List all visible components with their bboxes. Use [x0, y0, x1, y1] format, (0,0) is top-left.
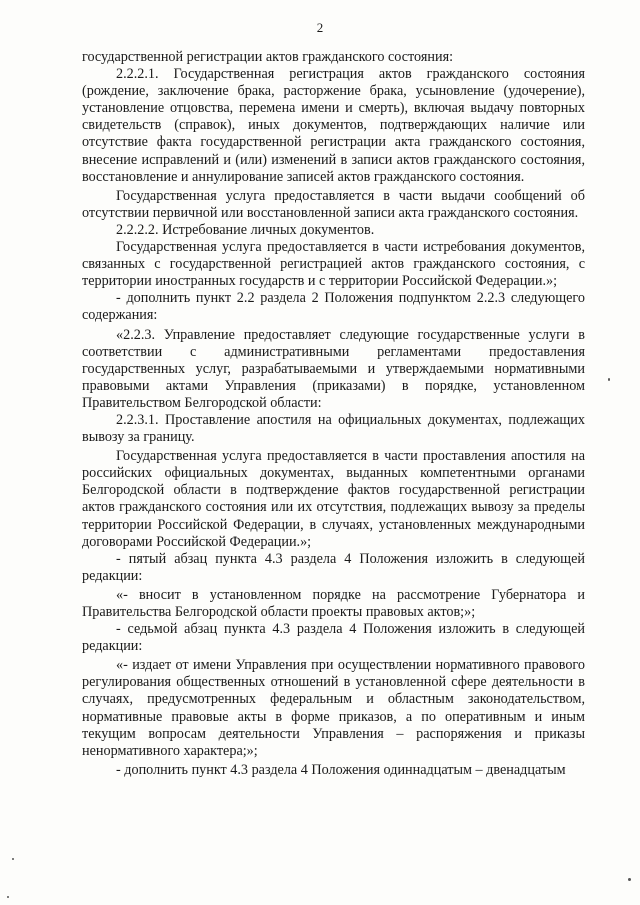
paragraph: 2.2.2.2. Истребование личных документов.: [116, 221, 375, 238]
scan-speck: [12, 858, 14, 860]
scan-speck: [628, 878, 631, 881]
paragraph: государственной регистрации актов гражданского состояния:: [82, 49, 454, 65]
paragraph: - дополнить пункт 2.2 раздела 2 Положения подпунктом 2.2.3 следующего содержания:: [82, 290, 585, 324]
paragraph: Государственная услуга предоставляется в части истребования документов, связанных с государственной регистрацией актов гражданского состояния, с территории иностранных государств и с территории Российской Федерации.»;: [82, 239, 585, 290]
paragraph: 2.2.3.1. Проставление апостиля на официальных документах, подлежащих вывозу за границу.: [82, 411, 585, 446]
paragraph: - седьмой абзац пункта 4.3 раздела 4 Положения изложить в следующей редакции:: [82, 621, 585, 655]
paragraph: - пятый абзац пункта 4.3 раздела 4 Положения изложить в следующей редакции:: [82, 550, 585, 584]
paragraph: «2.2.3. Управление предоставляет следующие государственные услуги в соответствии с административными регламентами предоставления государственных услуг, разрабатываемыми и утверждаемыми нормативными правовыми актами Управления (приказами) в порядке, установленном Правительством Белгородской области:: [82, 326, 585, 411]
paragraph: Государственная услуга предоставляется в части проставления апостиля на российских официальных документах, выданных компетентными органами Белгородской области в подтверждение фактов государственной регистрации актов гражданского состояния или их отсутствия, подлежащих вывозу за пределы территории Российской Федерации, в случаях, установленных международными договорами Российской Федерации.»;: [82, 448, 585, 550]
paragraph: «- вносит в установленном порядке на рассмотрение Губернатора и Правительства Белгородской области проекты правовых актов;»;: [82, 586, 585, 620]
paragraph: 2.2.2.1. Государственная регистрация актов гражданского состояния (рождение, заключение брака, расторжение брака, усыновление (удочерение), установление отцовства, перемена имени и смерть), включая выдачу повторных свидетельств (справок), иных документов, подтверждающих наличие или отсутствие факта государственной регистрации акта гражданского состояния, внесение исправлений и (или) изменений в записи актов гражданского состояния, восстановление и аннулирование записей актов гражданского состояния.: [82, 66, 585, 185]
page-number: 2: [316, 20, 324, 35]
document-body: [82, 49, 585, 779]
scan-speck: [7, 896, 9, 898]
scan-speck: [608, 378, 610, 381]
paragraph: Государственная услуга предоставляется в части выдачи сообщений об отсутствии первичной или восстановленной записи акта гражданского состояния.: [82, 187, 585, 221]
paragraph: - дополнить пункт 4.3 раздела 4 Положения одиннадцатым – двенадцатым: [116, 761, 566, 778]
paragraph: «- издает от имени Управления при осуществлении нормативного правового регулирования общественных отношений в установленной сфере деятельности в случаях, предусмотренных федеральным и областным законодательством, нормативные правовые акты в форме приказов, а по оперативным и иным текущим вопросам деятельности Управления – распоряжения и приказы ненормативного характера;»;: [82, 657, 585, 759]
